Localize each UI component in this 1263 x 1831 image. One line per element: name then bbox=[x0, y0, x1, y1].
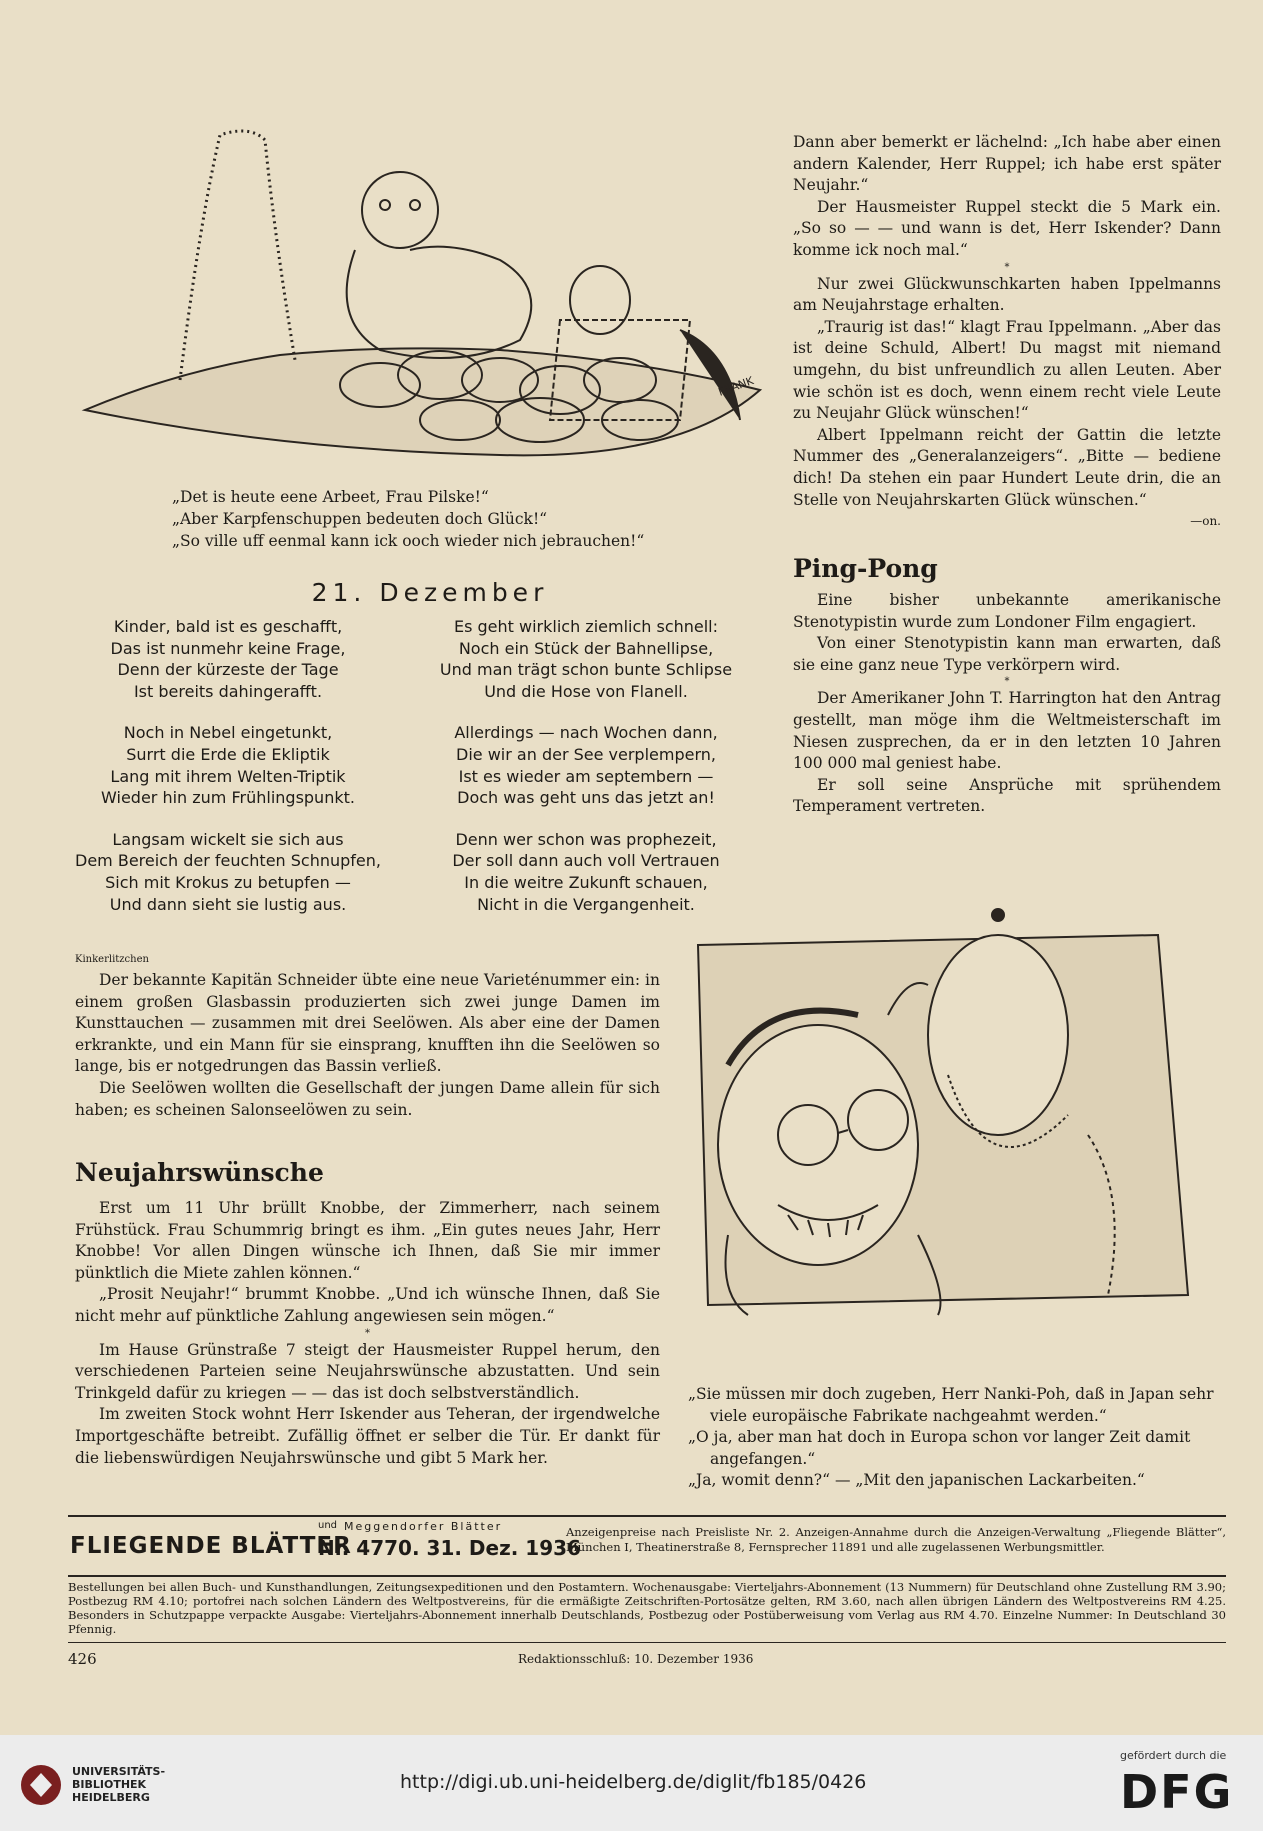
university-seal-icon bbox=[18, 1763, 64, 1807]
library-logo-text: UNIVERSITÄTS- BIBLIOTHEK HEIDELBERG bbox=[72, 1765, 166, 1804]
poem-right-column: Es geht wirklich ziemlich schnell: Noch ein Stück der Bahnellipse, Und man trägt schon bunte Schlipse Und die Hose von Flanell. Allerdings — nach Wochen dann, Die wir an der See verplempern, Ist es wieder am septembern — Doch was geht uns das jetzt an! Denn wer schon was prophezeit, Der soll dann auch voll Vertrauen In die weitre Zukunft schauen, Nicht in die Vergangenheit. bbox=[439, 617, 733, 914]
kinkerlitzchen-text: Der bekannte Kapitän Schneider übte eine neue Varieténummer ein: in einem großen Glasbassin produzierten sich zwei junge Damen im Kunsttauchen — zusammen mit drei Seelöwen. Als aber eine der Damen erkrankte, und ein Mann für sie einsprang, knufften ihn die Seelöwen so lange, bis er notgedrungen das Bassin verließ. Die Seelöwen wollten die Gesellschaft der jungen Dame allein für sich haben; es scheinen Salonseelöwen zu sein. bbox=[75, 971, 660, 1119]
neujahr-heading: Neujahrswünsche bbox=[75, 1158, 324, 1187]
cartoon-carp-illustration bbox=[80, 120, 770, 465]
viewer-footer bbox=[0, 1735, 1263, 1831]
order-info: Bestellungen bei allen Buch- und Kunsthandlungen, Zeitungsexpeditionen und den Postamtern. Wochenausgabe: Vierteljahrs-Abonnement (13 Nummern) für Deutschland ohne Zustellung RM 3.90; Postbezug RM 4.10; portofrei nach solchen Ländern des Weltpostvereins, für die ermäßigte Zeitschriften-Portosätze gelten, RM 3.60, nach allen übrigen Ländern des Weltpostvereins RM 4.25. Besonders in Schutzpappe verpackte Ausgabe: Vierteljahrs-Abonnement innerhalb Deutschlands, Postbezug oder Postüberweisung vom Verlag aus RM 4.70. Einzelne Nummer: In Deutschland 30 Pfennig. bbox=[68, 1580, 1226, 1643]
dfg-logo: DFG bbox=[1120, 1765, 1234, 1819]
cartoon-signature: FRANK bbox=[716, 374, 756, 399]
cartoon-caption: „Det is heute eene Arbeet, Frau Pilske!“ „Aber Karpfenschuppen bedeuten doch Glück!“ „So ville uff eenmal kann ick ooch wieder nich jebrauchen!“ bbox=[172, 488, 645, 550]
masthead: FLIEGENDE BLÄTTER und Meggendorfer Blätter Nr. 4770. 31. Dez. 1936 Anzeigenpreise nach Preisliste Nr. 2. Anzeigen-Annahme durch die Anzeigen-Verwaltung „Fliegende Blätter“, München I, Theatinerstraße 8, Fernsprecher 11891 und alle zugelassenen Werbungsmittler. bbox=[68, 1515, 1226, 1577]
masthead-title: FLIEGENDE BLÄTTER bbox=[70, 1533, 352, 1559]
pingpong-heading: Ping-Pong bbox=[793, 554, 938, 583]
permalink-url[interactable]: http://digi.ub.uni-heidelberg.de/diglit/fb185/0426 bbox=[400, 1771, 867, 1793]
kinkerlitzchen-label: Kinkerlitzchen bbox=[75, 954, 149, 965]
portrait-caption: „Sie müssen mir doch zugeben, Herr Nanki-Poh, daß in Japan sehr viele europäische Fabrikate nachgeahmt werden.“ „O ja, aber man hat doch in Europa schon vor langer Zeit damit angefangen.“ „Ja, womit denn?“ — „Mit den japanischen Lackarbeiten.“ bbox=[688, 1385, 1214, 1490]
right-column-text: Dann aber bemerkt er lächelnd: „Ich habe aber einen andern Kalender, Herr Ruppel; ich habe erst später Neujahr.“ Der Hausmeister Ruppel steckt die 5 Mark ein. „So so — — und wann is det, Herr Iskender? Dann komme ick noch mal.“ * Nur zwei Glückwunschkarten haben Ippelmanns am Neujahrstage erhalten. „Traurig ist das!“ klagt Frau Ippelmann. „Aber das ist deine Schuld, Albert! Du magst mit niemand umgehn, du bist unfreundlich zu allen Leuten. Aber wie schön ist es doch, wenn einem recht viele Leute zu Neujahr Glück wünschen!“ Albert Ippelmann reicht der Gattin die letzte Nummer des „Generalanzeigers“. „Bitte — bediene dich! Da stehen ein paar Hundert Leute drin, die an Stelle von Neujahrskarten Glück wünschen.“ —on. bbox=[793, 133, 1221, 529]
issue-number: Nr. 4770. 31. Dez. 1936 bbox=[318, 1536, 581, 1560]
cartoon-portrait-illustration bbox=[688, 875, 1228, 1325]
page-number: 426 bbox=[68, 1650, 97, 1668]
poem-left-column: Kinder, bald ist es geschafft, Das ist nunmehr keine Frage, Denn der kürzeste der Tage Ist bereits dahingerafft. Noch in Nebel eingetunkt, Surrt die Erde die Ekliptik Lang mit ihrem Welten-Triptik Wieder hin zum Frühlingspunkt. Langsam wickelt sie sich aus Dem Bereich der feuchten Schnupfen, Sich mit Krokus zu betupfen — Und dann sieht sie lustig aus. bbox=[75, 617, 381, 914]
poem-title: 21. Dezember bbox=[311, 578, 549, 607]
pingpong-text: Eine bisher unbekannte amerikanische Stenotypistin wurde zum Londoner Film engagiert. Von einer Stenotypistin kann man erwarten, daß sie eine ganz neue Type verkörpern wird. * Der Amerikaner John T. Harrington hat den Antrag gestellt, man möge ihm die Weltmeisterschaft im Niesen zusprechen, da er in den letzten 10 Jahren 100 000 mal geniest habe. Er soll seine Ansprüche mit sprühendem Temperament vertreten. bbox=[793, 591, 1221, 816]
neujahr-text: Erst um 11 Uhr brüllt Knobbe, der Zimmerherr, nach seinem Frühstück. Frau Schummrig bringt es ihm. „Ein gutes neues Jahr, Herr Knobbe! Vor allen Dingen wünsche ich Ihnen, daß Sie mir immer pünktlich die Miete zahlen können.“ „Prosit Neujahr!“ brummt Knobbe. „Und ich wünsche Ihnen, daß Sie nicht mehr auf pünktliche Zahlung angewiesen sein mögen.“ * Im Hause Grünstraße 7 steigt der Hausmeister Ruppel herum, den verschiedenen Parteien seine Neujahrswünsche abzustatten. Und sein Trinkgeld dafür zu kriegen — — das ist doch selbstverständlich. Im zweiten Stock wohnt Herr Iskender aus Teheran, der irgendwelche Importgeschäfte betreibt. Zufällig öffnet er selber die Tür. Er dankt für die liebenswürdigen Neujahrswünsche und gibt 5 Mark her. bbox=[75, 1199, 660, 1467]
ads-info: Anzeigenpreise nach Preisliste Nr. 2. Anzeigen-Annahme durch die Anzeigen-Verwaltung „Fliegende Blätter“, München I, Theatinerstraße 8, Fernsprecher 11891 und alle zugelassenen Werbungsmittler. bbox=[566, 1525, 1226, 1554]
editorial-deadline: Redaktionsschluß: 10. Dezember 1936 bbox=[518, 1652, 754, 1666]
funded-by-label: gefördert durch die bbox=[1120, 1749, 1227, 1762]
